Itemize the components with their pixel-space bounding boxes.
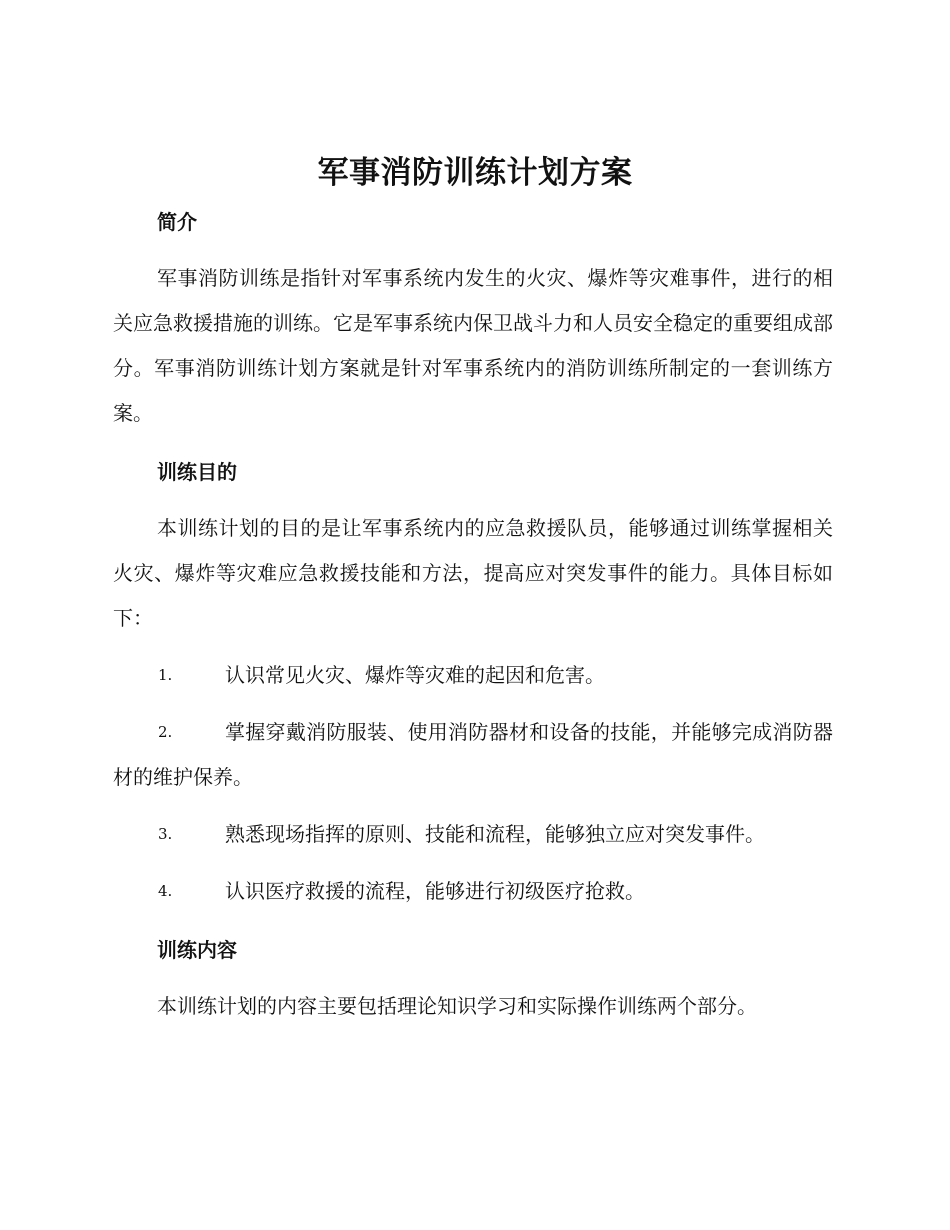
list-item-text: 认识常见火灾、爆炸等灾难的起因和危害。 — [225, 663, 605, 687]
list-item — [113, 653, 833, 698]
document-title: 军事消防训练计划方案 — [317, 155, 633, 191]
list-item-number: 1. — [158, 666, 173, 684]
list-item-text: 熟悉现场指挥的原则、技能和流程，能够独立应对突发事件。 — [225, 822, 765, 846]
content-paragraph: 本训练计划的内容主要包括理论知识学习和实际操作训练两个部分。 — [157, 994, 757, 1018]
list-item-number: 3. — [158, 825, 173, 843]
section-heading-purpose: 训练目的 — [157, 460, 237, 484]
intro-paragraph: 军事消防训练是指针对军事系统内发生的火灾、爆炸等灾难事件，进行的相关应急救援措施的训练。它是军事系统内保卫战斗力和人员安全稳定的重要组成部分。军事消防训练计划方案就是针对军事系统内的消防训练所制定的一套训练方案。 — [113, 266, 833, 425]
list-item-number: 2. — [158, 723, 173, 741]
list-item-number: 4. — [158, 882, 173, 900]
list-item — [113, 869, 833, 914]
list-item-text: 认识医疗救援的流程，能够进行初级医疗抢救。 — [225, 879, 645, 903]
list-item — [113, 812, 833, 857]
section-heading-intro: 简介 — [157, 210, 197, 234]
list-item — [113, 710, 833, 800]
section-heading-content: 训练内容 — [157, 938, 237, 962]
list-item-text: 掌握穿戴消防服装、使用消防器材和设备的技能，并能够完成消防器材的维护保养。 — [113, 720, 833, 789]
purpose-paragraph: 本训练计划的目的是让军事系统内的应急救援队员，能够通过训练掌握相关火灾、爆炸等灾难应急救援技能和方法，提高应对突发事件的能力。具体目标如下： — [113, 516, 833, 630]
